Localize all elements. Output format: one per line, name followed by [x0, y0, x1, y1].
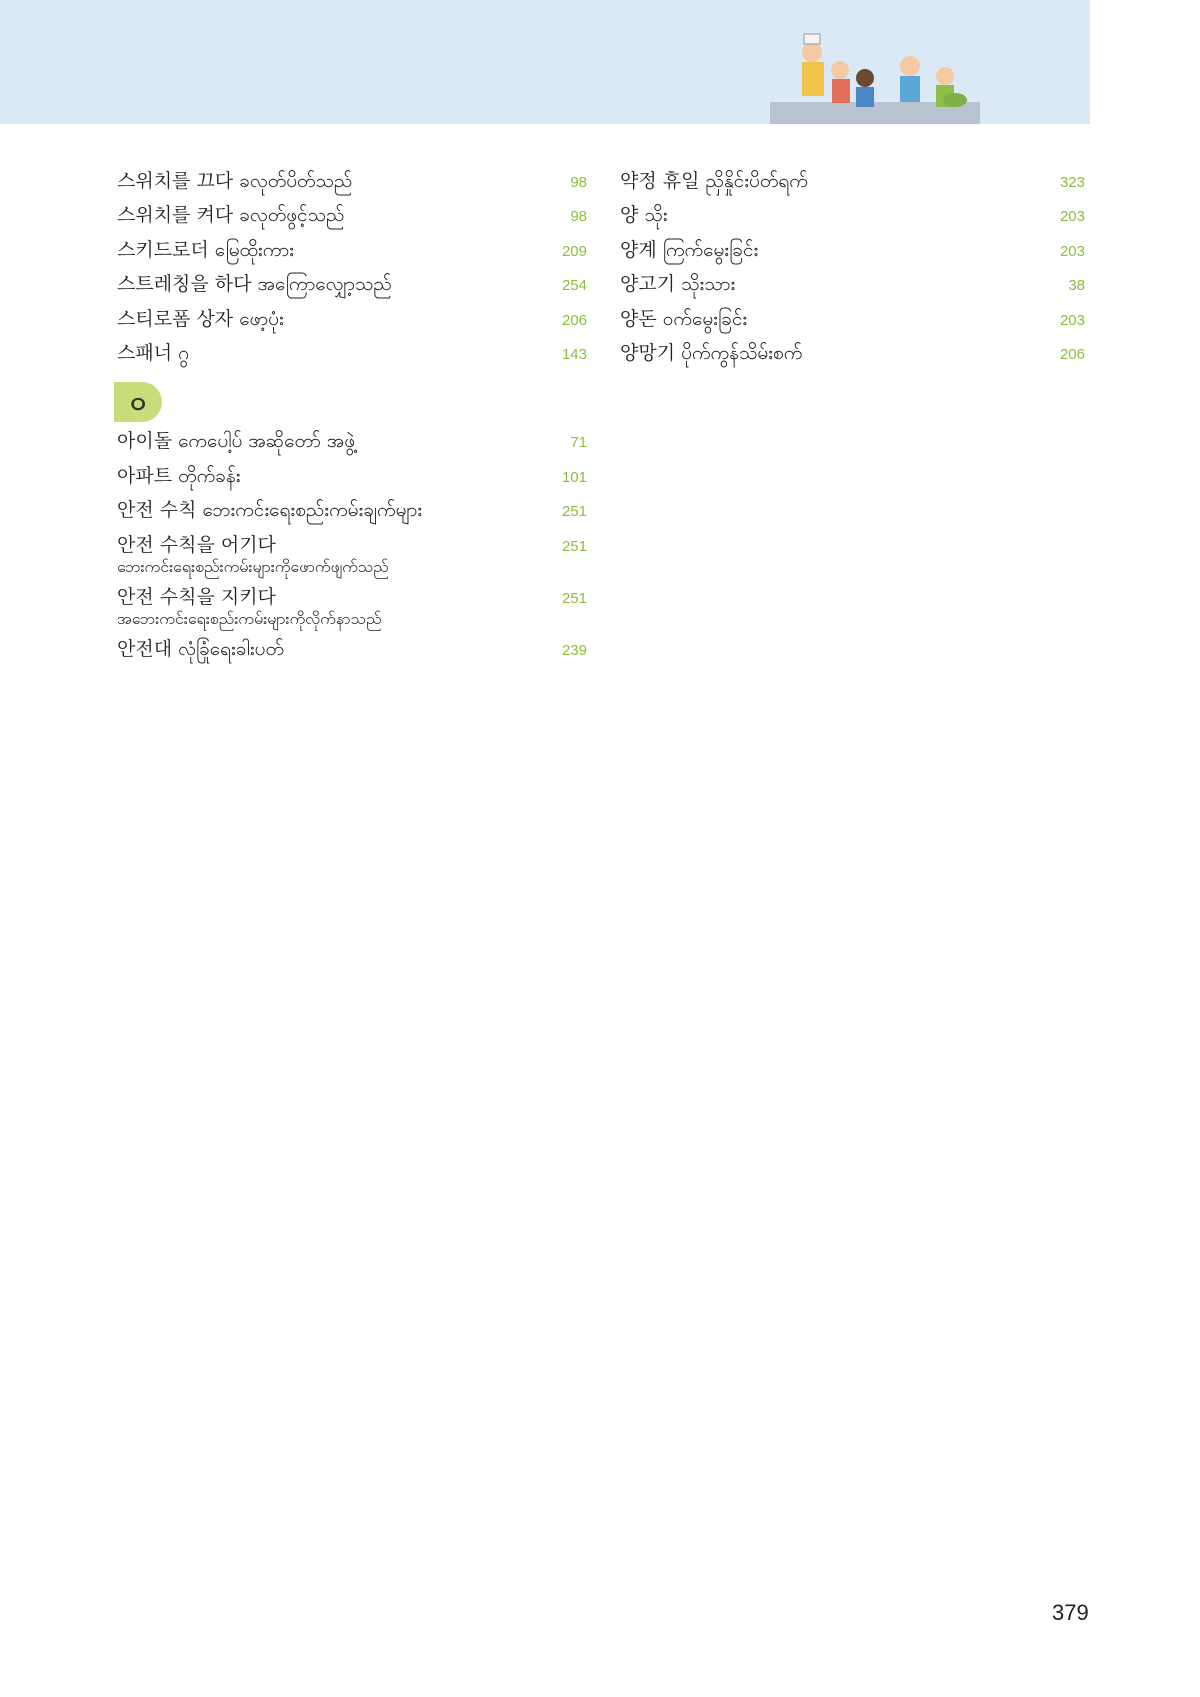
index-term [117, 534, 389, 578]
index-term-line: 안전 수칙을 지키다 [117, 585, 276, 608]
page-ref: 239 [561, 641, 587, 659]
index-row [620, 204, 1085, 238]
index-row [117, 586, 587, 638]
index-row [117, 342, 587, 376]
index-term: 스키드로더 မြေထိုးကား [117, 238, 294, 261]
header-band [0, 0, 1090, 124]
index-term-line: အဘေးကင်းရေးစည်းကမ်းများကိုလိုက်နာသည် [117, 608, 382, 628]
index-term: 안전대 လုံခြုံရေးခါးပတ် [117, 637, 284, 660]
left-index-column [117, 170, 587, 672]
index-term: 양 သိုး [620, 204, 668, 227]
index-row [620, 170, 1085, 204]
index-row [117, 273, 587, 307]
page-number: 379 [1052, 1600, 1089, 1625]
page-ref: 98 [570, 208, 587, 226]
index-row [117, 170, 587, 204]
page-ref: 209 [561, 242, 587, 260]
index-term: 안전 수칙 ဘေးကင်းရေးစည်းကမ်းချက်များ [117, 499, 423, 522]
page-ref: 38 [1068, 277, 1085, 295]
index-term: 양계 ကြက်မွေးခြင်း [620, 238, 759, 261]
page-ref: 206 [561, 311, 587, 329]
index-term: 스트레칭을 하다 အကြောလျှော့သည် [117, 273, 392, 296]
page-ref: 203 [1059, 311, 1085, 329]
index-term: 아파트 တိုက်ခန်း [117, 464, 241, 487]
page-ref: 251 [561, 537, 587, 555]
index-row [620, 342, 1085, 376]
index-term: 약정 휴일 ညှိနှိုင်းပိတ်ရက် [620, 170, 808, 192]
page-ref: 203 [1059, 242, 1085, 260]
index-term-line: ဘေးကင်းရေးစည်းကမ်းများကိုဖောက်ဖျက်သည် [117, 556, 389, 576]
page-ref: 254 [561, 277, 587, 295]
index-term-line: 안전 수칙을 어기다 [117, 533, 276, 556]
index-row [117, 308, 587, 342]
page-ref: 323 [1059, 174, 1085, 191]
index-row [117, 499, 587, 533]
page-ref: 71 [570, 434, 587, 452]
index-row [620, 308, 1085, 342]
index-term: 스패너 ဂွ [117, 341, 189, 364]
index-row [117, 204, 587, 238]
right-index-column [620, 170, 1085, 376]
index-row [117, 638, 587, 672]
index-row [117, 465, 587, 499]
index-row [620, 273, 1085, 307]
index-term: 스위치를 켜다 ခလုတ်ဖွင့်သည် [117, 204, 345, 227]
index-row [117, 534, 587, 586]
index-row [117, 239, 587, 273]
page-ref: 251 [561, 503, 587, 521]
page-ref: 101 [561, 468, 587, 486]
page-ref: 203 [1059, 208, 1085, 226]
people-cooking-illustration [770, 30, 980, 124]
index-row [117, 430, 587, 464]
index-term: 아이돌 ကေပေါ့ပ် အဆိုတော် အဖွဲ့ [117, 430, 356, 453]
index-term: 양고기 သိုးသား [620, 273, 736, 296]
page-ref: 98 [570, 174, 587, 191]
page-ref: 251 [561, 589, 587, 607]
index-row [620, 239, 1085, 273]
index-term: 스위치를 끄다 ခလုတ်ပိတ်သည် [117, 170, 353, 192]
section-letter-badge: ㅇ [114, 382, 162, 422]
index-term: 양돈 ဝက်မွေးခြင်း [620, 307, 748, 330]
index-term: 스티로폼 상자 ဖော့ပုံး [117, 307, 284, 330]
index-term [117, 586, 382, 630]
page-ref: 206 [1059, 345, 1085, 363]
page-ref: 143 [561, 345, 587, 363]
index-term: 양망기 ပိုက်ကွန်သိမ်းစက် [620, 341, 803, 364]
